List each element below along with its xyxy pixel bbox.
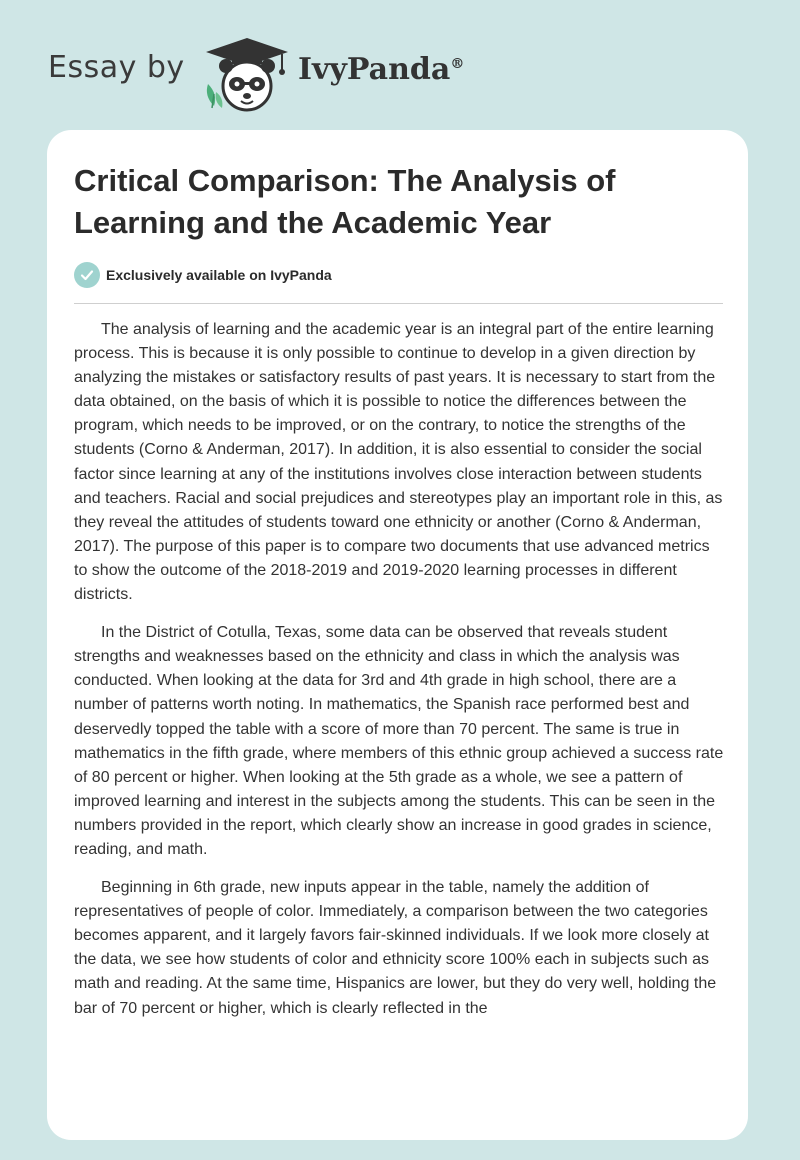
- paragraph-1: The analysis of learning and the academic year is an integral part of the entire learning process. This is because it is only possible to continue to develop in a given direction by analyzing the mistakes or satisfactory results of past years. It is necessary to start from the data obtained, on the basis of which it is possible to notice the differences between the program, which needs to be improved, or on the contrary, to notice the strengths of the students (Corno & Anderman, 2017). In addition, it is also essential to consider the social factor since learning at any of the institutions involves close interaction between students and teachers. Racial and social prejudices and stereotypes play an important role in this, as they reveal the attitudes of students toward one ethnicity or another (Corno & Anderman, 2017). The purpose of this paper is to compare two documents that use advanced metrics to show the outcome of the 2018-2019 and 2019-2020 learning processes in different districts.: [74, 321, 723, 604]
- brand-name[interactable]: [298, 52, 464, 87]
- brand-name-text: IvyPanda: [298, 52, 451, 87]
- exclusive-badge: [74, 262, 332, 288]
- check-icon: [74, 262, 100, 288]
- essay-card: [47, 130, 748, 1140]
- registered-mark: ®: [450, 56, 465, 72]
- paragraph-3: Beginning in 6th grade, new inputs appear in the table, namely the addition of representatives of people of color. Immediately, a comparison between the two categories becomes apparent, and it largely favors fair-skinned individuals. If we look more closely at the data, we see how students of color and ethnicity score 100% each in subjects such as math and reading. At the same time, Hispanics are lower, but they do very well, holding the bar of 70 percent or higher, which is clearly reflected in the: [74, 879, 717, 1017]
- exclusive-label: Exclusively available on IvyPanda: [106, 267, 332, 283]
- panda-graduate-icon[interactable]: [202, 34, 292, 114]
- paragraph-2: In the District of Cotulla, Texas, some data can be observed that reveals student strengths and weaknesses based on the ethnicity and class in which the analysis was conducted. When looking at the data for 3rd and 4th grade in high school, there are a number of patterns worth noting. In mathematics, the Spanish race performed best and deservedly topped the table with a score of more than 70 percent. The same is true in mathematics in the fifth grade, where members of this ethnic group achieved a success rate of 80 percent or higher. When looking at the 5th grade as a whole, we see a pattern of improved learning and interest in the subjects among the students. This can be seen in the numbers provided in the report, which clearly show an increase in good grades in science, reading, and math.: [74, 624, 724, 858]
- essay-by-label: Essay by: [48, 50, 185, 85]
- divider: [74, 303, 723, 304]
- page-title: Critical Comparison: The Analysis of Learning and the Academic Year: [74, 163, 616, 240]
- site-header: [0, 0, 800, 130]
- essay-body: [74, 318, 726, 1035]
